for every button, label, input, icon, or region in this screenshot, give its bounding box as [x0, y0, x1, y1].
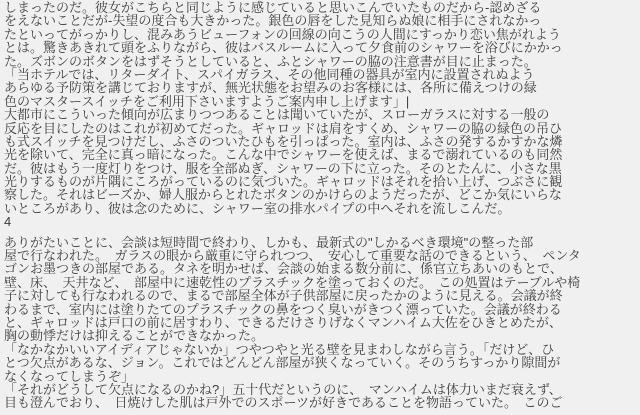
text-line: 大都市にこういった傾向が広まりつつあることは聞いていたが、スローガラスに対する一般の	[4, 107, 550, 123]
text-line: 反応を目にしたのはこれが初めてだった。ギャロッドは肩をすくめ、シャワーの脇の緑色の吊ひ	[4, 120, 562, 136]
text-line: だ。彼はもう一度灯りをつけ、服を全部ぬぎ、シャワーの下に立った。そのとたんに、小さな黒	[4, 160, 562, 176]
document-text-area[interactable]	[4, 1, 637, 410]
text-line: 光りするものが片隅にころがっているのに気づいた。ギャロッドはそれを拾い上げ、つぶさに観	[4, 174, 563, 190]
text-line: 屋で行なわれた。 ガラスの眼から厳重に守られつつ、 安心して重要な話のできるという、 ペンタ	[4, 248, 581, 264]
text-line: も式スイッチを見つけだし、ふさのついたひもを引っぱった。室内は、ふさの発するかすかな燐	[4, 133, 563, 149]
section-number: 4	[4, 214, 12, 230]
text-line: 察した。それはビーズか、婦人服からとれたボタンのかけらのようだったが、どこか気にいらな	[4, 187, 562, 203]
text-line: たといってがっかりし、混みあうビューフォンの回線の向こうの人間にすっかり恋い焦がれよう	[4, 26, 561, 42]
text-line: ありがたいことに、会談は短時間で終わり、しかも、最新式の"しかるべき環境"の整った部	[4, 234, 534, 250]
text-line: ゴンお墨つきの部屋である。タネを明かせば、会談の始まる数分前に、係官立ちあいのもとで、	[4, 261, 563, 277]
text-line: 色のマスタースイッチをご利用下さいますようご案内申し上げます」|	[4, 93, 410, 109]
text-line: わるまで、室内には塗りたてのプラスチックの鼻をつく臭いがきつく漂っていた。会議が終わる	[4, 301, 562, 317]
text-line: しまったのだ。彼女がこちらと同じように感じていると思いこんでいたものだから-認めざる	[4, 0, 542, 15]
text-line: とは。驚きあきれて頭をふりながら、彼はバスルームに入って夕食前のシャワーを浴びにかかっ	[4, 40, 563, 56]
text-line: 「なかなかいいアイディアじゃないか」つやつやと光る壁を見まわしながら言う。「だけど、ひ	[4, 341, 555, 357]
text-line: 「それがどうして欠点になるのかね?」五十代だというのに、 マンハイムは体力いまだ衰えず、	[4, 381, 562, 397]
text-line: 「当ホテルでは、リターダイト、スパイガラス、その他同種の器具が室内に設置されぬよう	[4, 66, 535, 82]
text-line: 壁、床、 天井など、 部屋中に速乾性のプラスチックを塗っておくのだ。 この処置はテーブルや椅	[4, 274, 581, 290]
text-line: あらゆる予防策を講じておりますが、無光状態をお望みのお客様には、各所に備えつけの緑	[4, 80, 537, 96]
text-line: と、ギャロッドは戸口の前に居すわり、できるだけさりげなくマンハイム大佐をひきとめたが、	[4, 314, 562, 330]
text-line: 胸の動悸だけは抑えることができなかった。	[4, 328, 265, 344]
text-line: た。ズボンのボタンをはずそうとしていると、ふとシャワーの脇の注意書が目に止まった。	[4, 53, 537, 69]
text-line: 子に対しても行なわれるので、まるで部屋全体が子供部屋に戻ったかのように見える。会議が終	[4, 288, 563, 304]
text-line: とつ欠点があるな、ジョン。これではどんどん部屋が狭くなっていく。そのうちすっかり隙間が	[4, 355, 561, 371]
text-line: 光を除いて、完全に真っ暗になった。こんな中でシャワーを使えば、まるで溺れているのも同然	[4, 147, 563, 163]
text-line: なくなってしまうぞ」	[4, 368, 135, 384]
text-line: をえないことだが-失望の度合も大きかった。銀色の唇をした見知らぬ娘に相手にされなかっ	[4, 13, 542, 29]
text-line: いところがあり、彼は念のために、シャワー室の排水パイプの中へそれを流しこんだ。	[4, 200, 511, 216]
text-line: 目も澄んでおり、 日焼けした肌は戸外でのスポーツが好きであることを物語っていた。 このご	[4, 395, 563, 411]
